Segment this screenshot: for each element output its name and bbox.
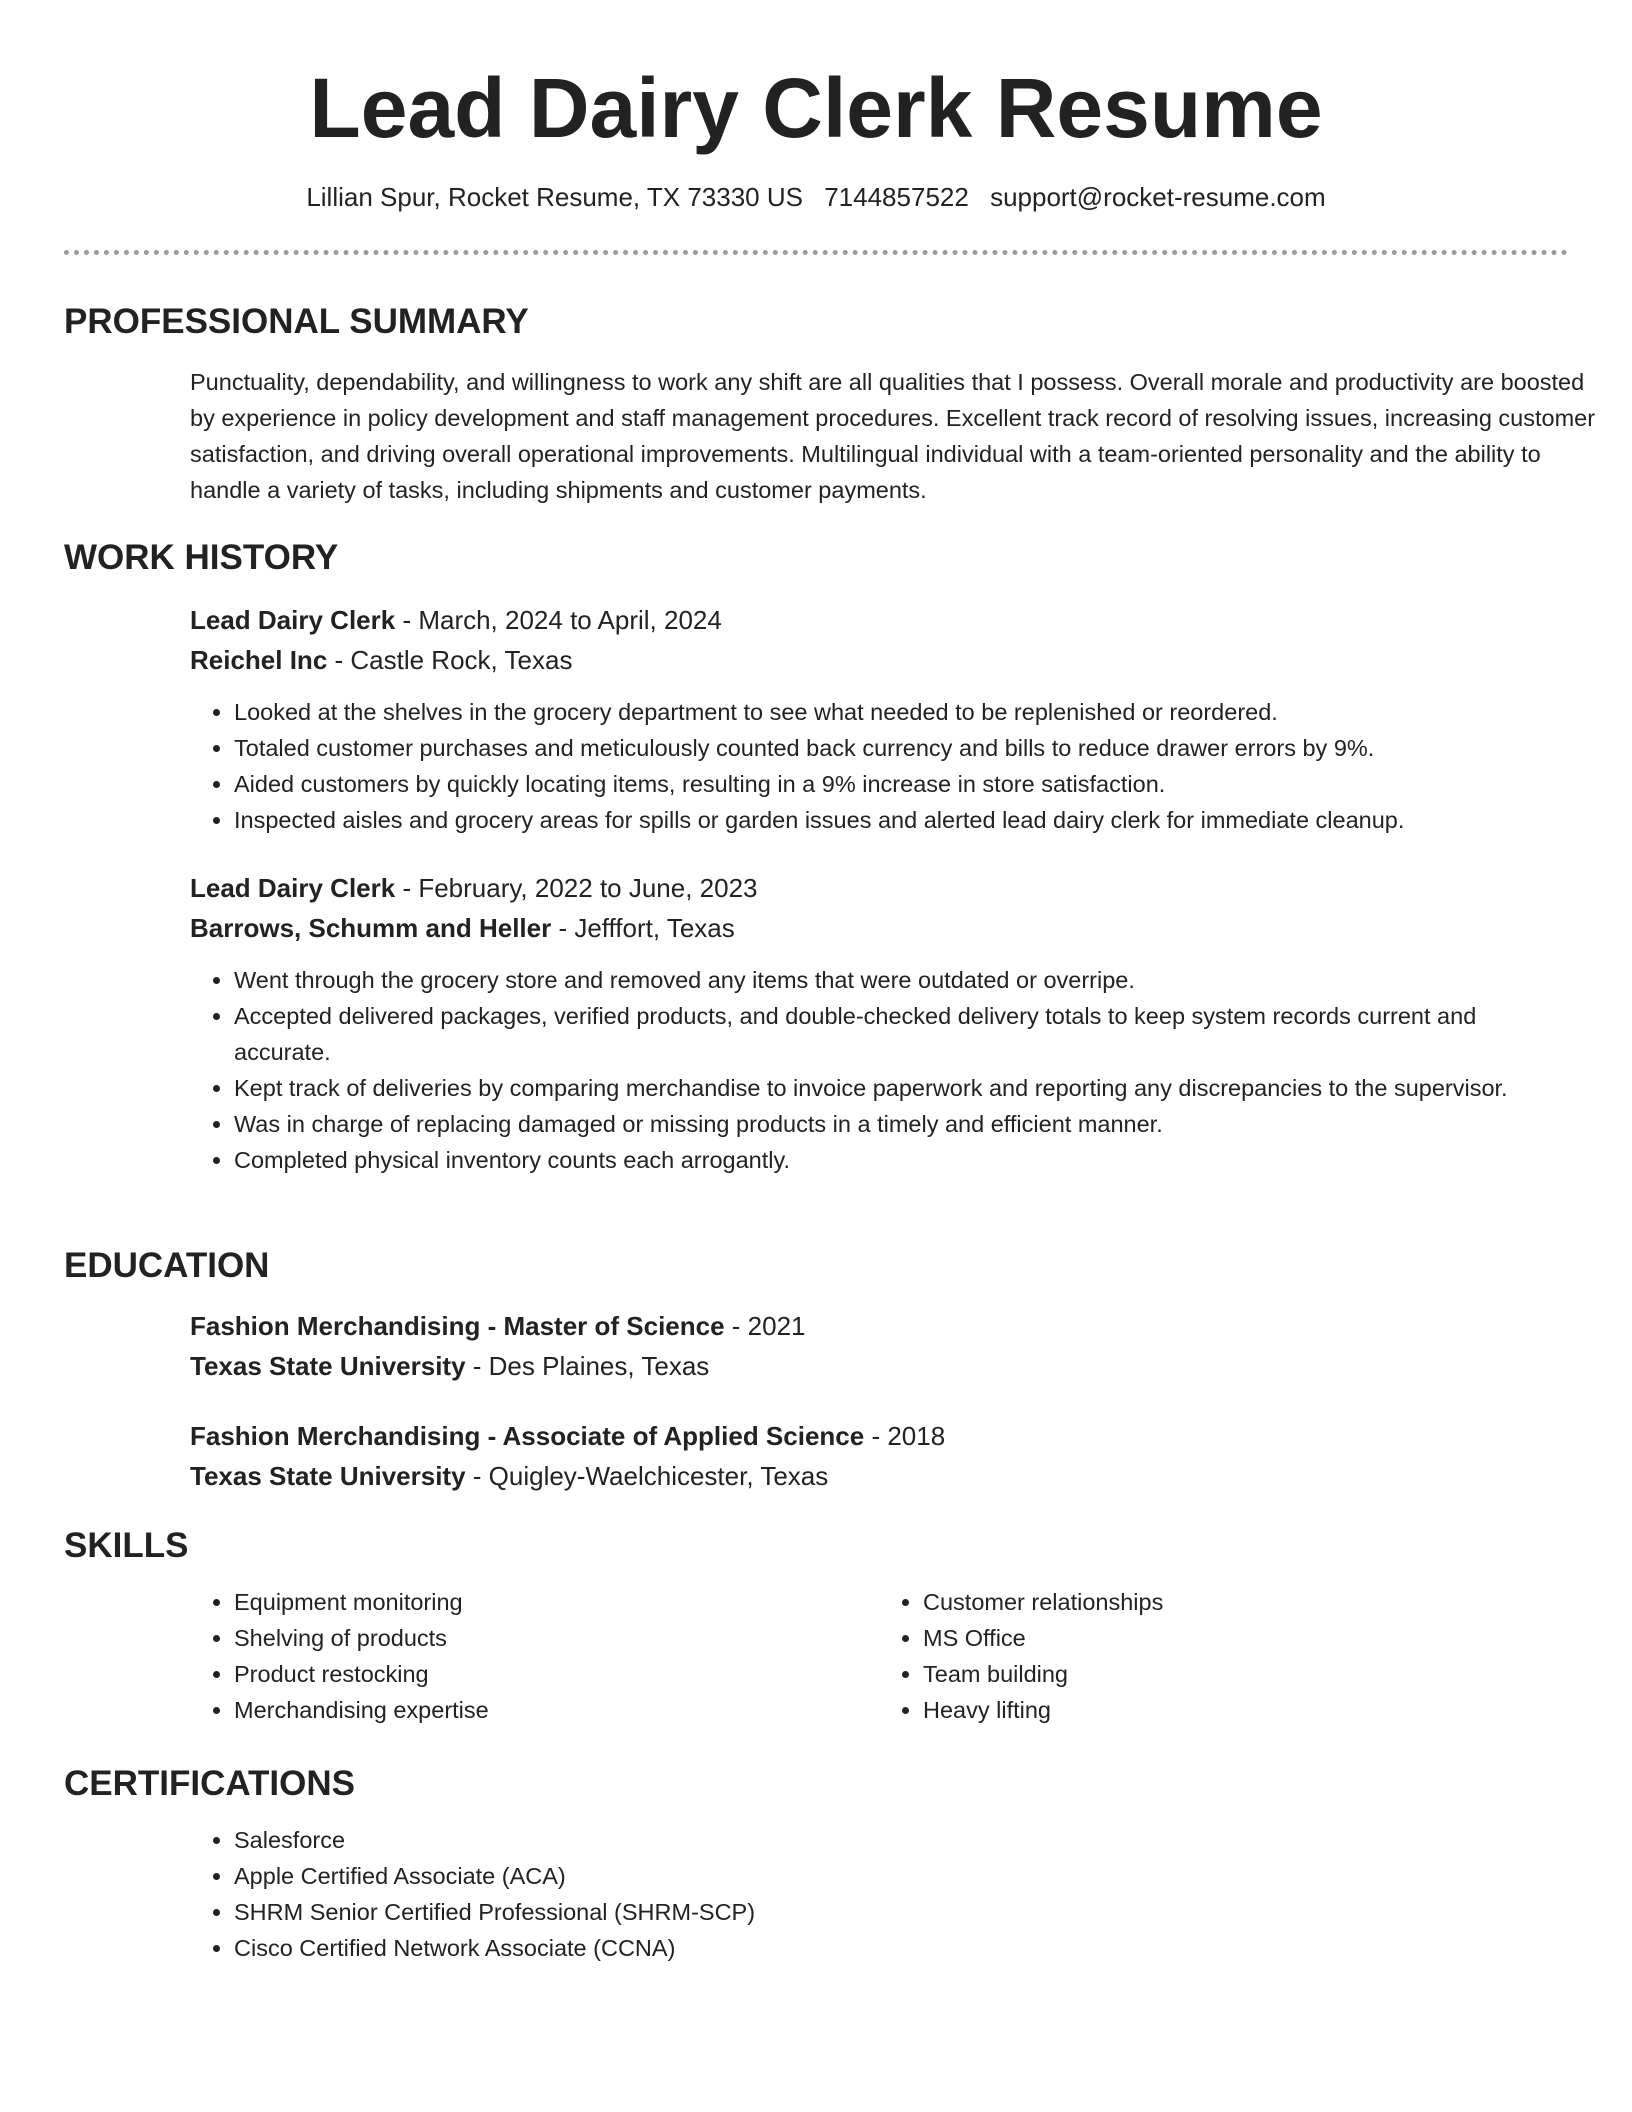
education-section — [64, 1244, 1568, 1496]
contact-phone: 7144857522 — [824, 182, 969, 212]
job-title: Lead Dairy Clerk — [190, 873, 396, 903]
job-entry — [190, 868, 1568, 1178]
job-entry — [190, 600, 1568, 838]
education-degree-line — [190, 1306, 1568, 1346]
job-company-line — [190, 908, 1568, 948]
skill-item: • Team building — [923, 1656, 1568, 1692]
certifications-list — [190, 1822, 1568, 1966]
skill-item: • Heavy lifting — [923, 1692, 1568, 1728]
job-bullets — [190, 962, 1568, 1178]
skill-item: • MS Office — [923, 1620, 1568, 1656]
skill-item: • Shelving of products — [234, 1620, 879, 1656]
job-location: - Castle Rock, Texas — [327, 645, 573, 675]
education-location: - Quigley-Waelchicester, Texas — [465, 1461, 829, 1491]
certification-item: • Cisco Certified Network Associate (CCNA) — [234, 1930, 1568, 1966]
job-company: Barrows, Schumm and Heller — [190, 913, 552, 943]
skill-item: • Product restocking — [234, 1656, 879, 1692]
education-school-line — [190, 1346, 1568, 1386]
job-bullet: • Accepted delivered packages, verified products, and double-checked delivery totals to keep system records current and accurate. — [234, 998, 1568, 1070]
job-title-line — [190, 600, 1568, 640]
job-title-line — [190, 868, 1568, 908]
job-title: Lead Dairy Clerk — [190, 605, 396, 635]
job-bullet: • Went through the grocery store and removed any items that were outdated or overripe. — [234, 962, 1568, 998]
education-degree-line — [190, 1416, 1568, 1456]
job-bullets — [190, 694, 1568, 838]
job-bullet: • Totaled customer purchases and meticulously counted back currency and bills to reduce drawer errors by 9%. — [234, 730, 1568, 766]
job-dates: - March, 2024 to April, 2024 — [395, 605, 722, 635]
education-school: Texas State University — [190, 1351, 466, 1381]
job-bullet: • Completed physical inventory counts each arrogantly. — [234, 1142, 1568, 1178]
summary-text: Punctuality, dependability, and willingness to work any shift are all qualities that I possess. Overall morale and productivity are boosted by experience in policy development and staff management procedures. Excellent track record of resolving issues, increasing customer satisfaction, and driving overall operational improvements. Multilingual individual with a team-oriented personality and the ability to handle a variety of tasks, including shipments and customer payments. — [190, 369, 1596, 503]
skill-item: • Merchandising expertise — [234, 1692, 879, 1728]
skills-section — [64, 1524, 1568, 1728]
job-company-line — [190, 640, 1568, 680]
certification-item: • Salesforce — [234, 1822, 1568, 1858]
job-bullet: • Aided customers by quickly locating items, resulting in a 9% increase in store satisfaction. — [234, 766, 1568, 802]
contact-address: Lillian Spur, Rocket Resume, TX 73330 US — [306, 182, 803, 212]
job-bullet: • Kept track of deliveries by comparing merchandise to invoice paperwork and reporting any discrepancies to the supervisor. — [234, 1070, 1568, 1106]
skill-item: • Customer relationships — [923, 1584, 1568, 1620]
job-dates: - February, 2022 to June, 2023 — [395, 873, 758, 903]
job-bullet: • Inspected aisles and grocery areas for spills or garden issues and alerted lead dairy clerk for immediate cleanup. — [234, 802, 1568, 838]
certifications-list-wrap — [190, 1822, 1568, 1966]
work-history-section — [64, 536, 1568, 1178]
skills-list-right — [879, 1584, 1568, 1728]
certification-item: • Apple Certified Associate (ACA) — [234, 1858, 1568, 1894]
education-school-line — [190, 1456, 1568, 1496]
education-entry — [190, 1416, 1568, 1496]
job-location: - Jefffort, Texas — [551, 913, 735, 943]
certifications-heading: CERTIFICATIONS — [64, 1764, 356, 1803]
education-location: - Des Plaines, Texas — [465, 1351, 710, 1381]
certification-item: • SHRM Senior Certified Professional (SHRM-SCP) — [234, 1894, 1568, 1930]
education-year: - 2018 — [864, 1421, 946, 1451]
skills-list-left — [190, 1584, 879, 1728]
header-divider — [64, 250, 1568, 255]
job-company: Reichel Inc — [190, 645, 328, 675]
job-bullet: • Was in charge of replacing damaged or missing products in a timely and efficient manner. — [234, 1106, 1568, 1142]
skills-grid — [190, 1584, 1568, 1728]
education-school: Texas State University — [190, 1461, 466, 1491]
education-degree: Fashion Merchandising - Associate of Applied Science — [190, 1421, 865, 1451]
contact-line — [0, 180, 1632, 214]
skills-heading: SKILLS — [64, 1526, 189, 1565]
education-entry — [190, 1306, 1568, 1386]
summary-section — [64, 300, 1596, 508]
resume-title: Lead Dairy Clerk Resume — [309, 61, 1323, 155]
summary-heading: PROFESSIONAL SUMMARY — [64, 302, 529, 341]
work-history-heading: WORK HISTORY — [64, 538, 339, 577]
certifications-section — [64, 1762, 1568, 1966]
contact-email: support@rocket-resume.com — [990, 182, 1326, 212]
education-year: - 2021 — [724, 1311, 806, 1341]
skill-item: • Equipment monitoring — [234, 1584, 879, 1620]
education-heading: EDUCATION — [64, 1246, 270, 1285]
education-degree: Fashion Merchandising - Master of Science — [190, 1311, 725, 1341]
job-bullet: • Looked at the shelves in the grocery department to see what needed to be replenished or reordered. — [234, 694, 1568, 730]
